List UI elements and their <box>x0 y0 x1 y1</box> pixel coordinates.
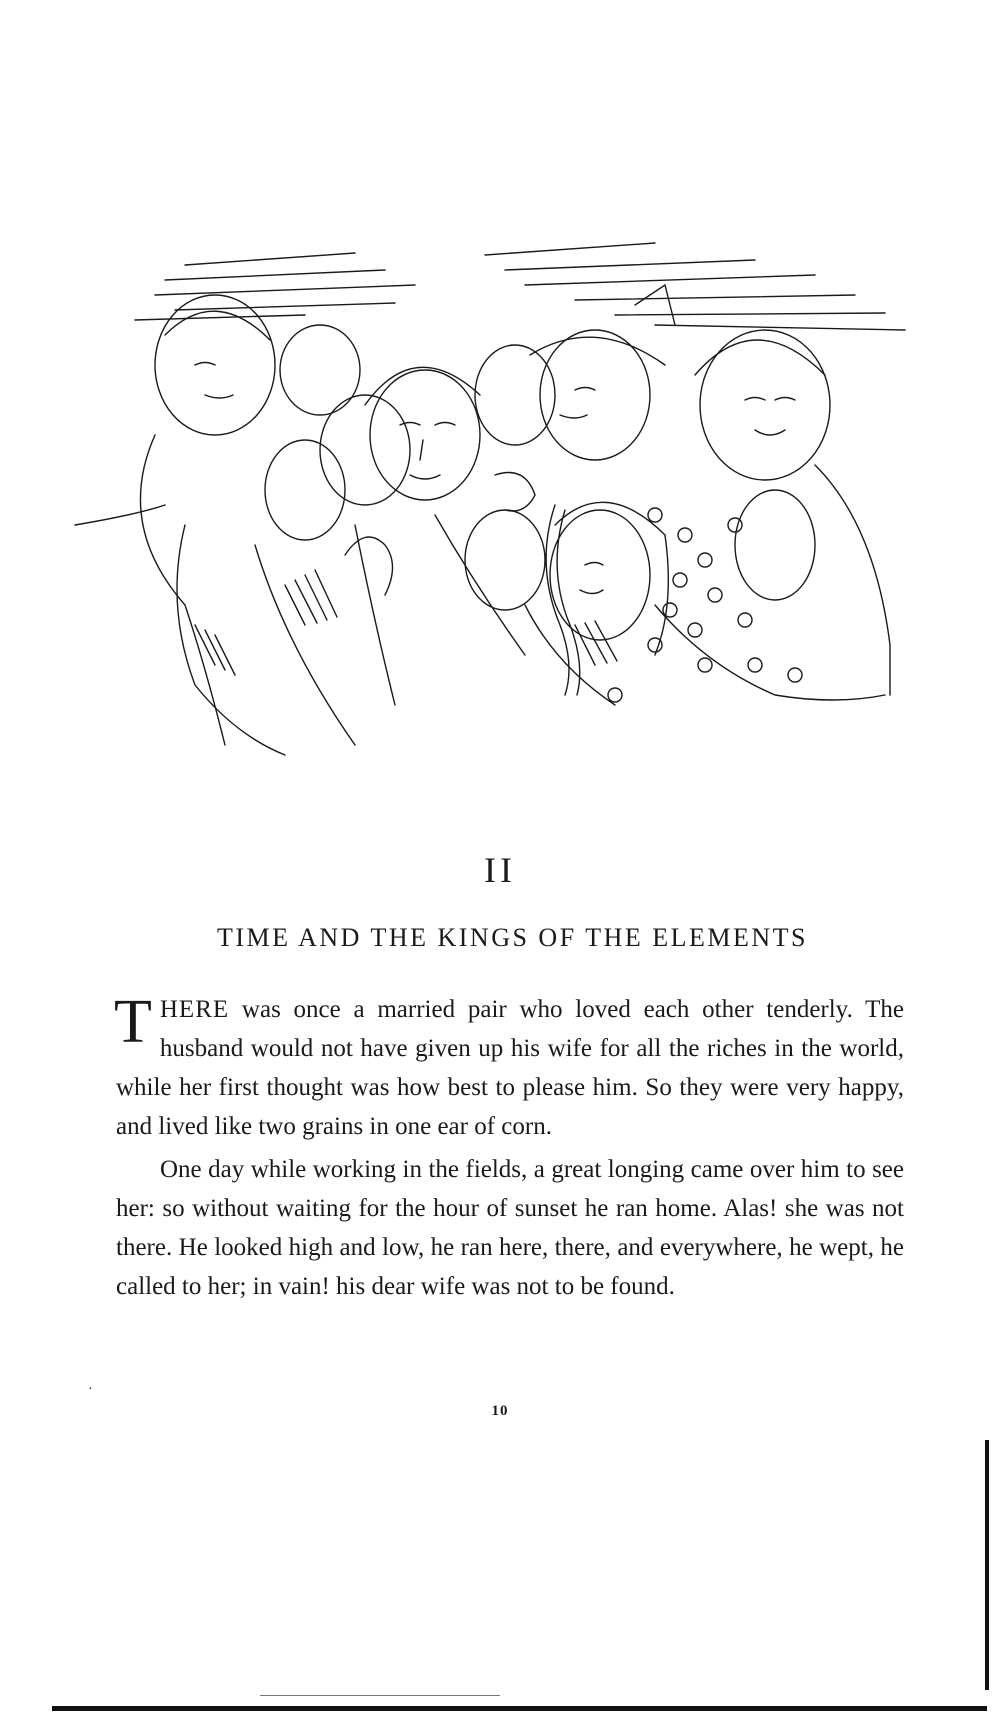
page-number: 10 <box>491 1403 509 1419</box>
chapter-number: II <box>484 850 516 890</box>
drop-cap: T <box>114 988 152 1056</box>
paragraph-2: One day while working in the fields, a great longing came over him to see her: so without waiting for the hour of sunset he ran home. Alas! she was not there. He looked high and low, he ran here, there, and everywhere, he wept, he called to her; in vain! his dear wife was not to be found. <box>116 1156 904 1300</box>
crowd-illustration-icon <box>55 225 945 765</box>
body-text <box>116 990 904 1306</box>
page-edge-line <box>260 1695 500 1696</box>
paragraph-1 <box>116 990 904 1146</box>
paragraph-1-text: was once a married pair who loved each other tenderly. The husband would not have given up his wife for all the riches in the world, while her first thought was how best to please him. So they were very happy, and lived like two grains in one ear of corn. <box>116 996 904 1140</box>
page-edge-right <box>985 1440 989 1690</box>
chapter-title: TIME AND THE KINGS OF THE ELEMENTS <box>216 923 809 952</box>
margin-mark: · <box>88 1382 93 1397</box>
paragraph-1-smallcaps: HERE <box>159 996 230 1023</box>
page-edge-bottom <box>52 1706 987 1711</box>
